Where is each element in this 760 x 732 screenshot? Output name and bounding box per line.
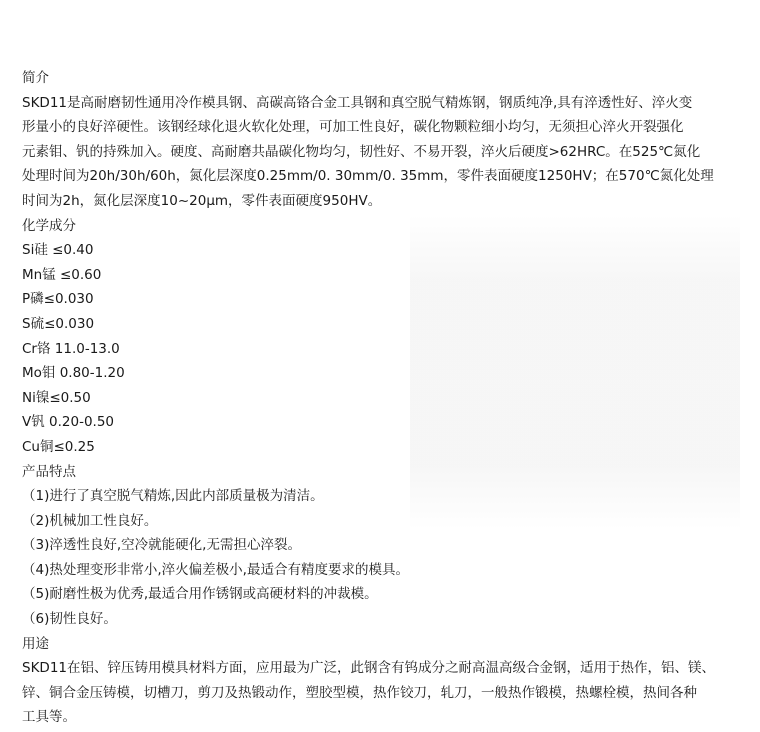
composition-item: S硫≤0.030 bbox=[22, 315, 95, 332]
feature-item: （6)韧性良好。 bbox=[22, 611, 117, 628]
feature-item: （5)耐磨性极为优秀,最适合用作锈钢或高硬材料的冲裁模。 bbox=[22, 586, 378, 603]
composition-item: Mn锰 ≤0.60 bbox=[22, 266, 102, 283]
feature-item: （4)热处理变形非常小,淬火偏差极小,最适合有精度要求的模具。 bbox=[22, 561, 409, 578]
intro-line: SKD11是高耐磨韧性通用冷作模具钢、高碳高铬合金工具钢和真空脱气精炼钢，钢质纯净,具有淬透性好、淬火变 bbox=[22, 94, 693, 111]
composition-item: Cu铜≤0.25 bbox=[22, 438, 95, 455]
intro-line: 处理时间为20h/30h/60h，氮化层深度0.25mm/0. 30mm/0. 35mm，零件表面硬度1250HV；在570℃氮化处理 bbox=[22, 168, 714, 185]
composition-item: Si硅 ≤0.40 bbox=[22, 242, 94, 259]
features-heading: 产品特点 bbox=[22, 463, 76, 480]
composition-item: Ni镍≤0.50 bbox=[22, 389, 91, 406]
composition-item: V钒 0.20-0.50 bbox=[22, 414, 115, 431]
composition-item: Cr铬 11.0-13.0 bbox=[22, 340, 120, 357]
usage-line: SKD11在铝、锌压铸用模具材料方面，应用最为广泛，此钢含有钨成分之耐高温高级合金钢，适用于热作，铝、镁、 bbox=[22, 660, 715, 677]
composition-heading: 化学成分 bbox=[22, 217, 76, 234]
usage-heading: 用途 bbox=[22, 635, 49, 652]
composition-item: P磷≤0.030 bbox=[22, 291, 94, 308]
document-body bbox=[22, 66, 744, 730]
usage-line: 锌、铜合金压铸模，切槽刀，剪刀及热锻动作，塑胶型模，热作铰刀，轧刀，一般热作锻模，热螺栓模，热间各种 bbox=[22, 684, 697, 701]
feature-item: （1)进行了真空脱气精炼,因此内部质量极为清洁。 bbox=[22, 488, 324, 505]
intro-line: 形量小的良好淬硬性。该钢经球化退火软化处理，可加工性良好，碳化物颗粒细小均匀，无须担心淬火开裂强化 bbox=[22, 119, 684, 136]
feature-item: （2)机械加工性良好。 bbox=[22, 512, 158, 529]
intro-line: 元素钼、钒的持殊加入。硬度、高耐磨共晶碳化物均匀，韧性好、不易开裂，淬火后硬度>62HRC。在525℃氮化 bbox=[22, 143, 701, 160]
composition-item: Mo钼 0.80-1.20 bbox=[22, 365, 125, 382]
usage-line: 工具等。 bbox=[22, 709, 76, 726]
intro-heading: 简介 bbox=[22, 70, 49, 86]
intro-line: 时间为2h，氮化层深度10~20μm，零件表面硬度950HV。 bbox=[22, 192, 382, 209]
feature-item: （3)淬透性良好,空冷就能硬化,无需担心淬裂。 bbox=[22, 537, 301, 554]
